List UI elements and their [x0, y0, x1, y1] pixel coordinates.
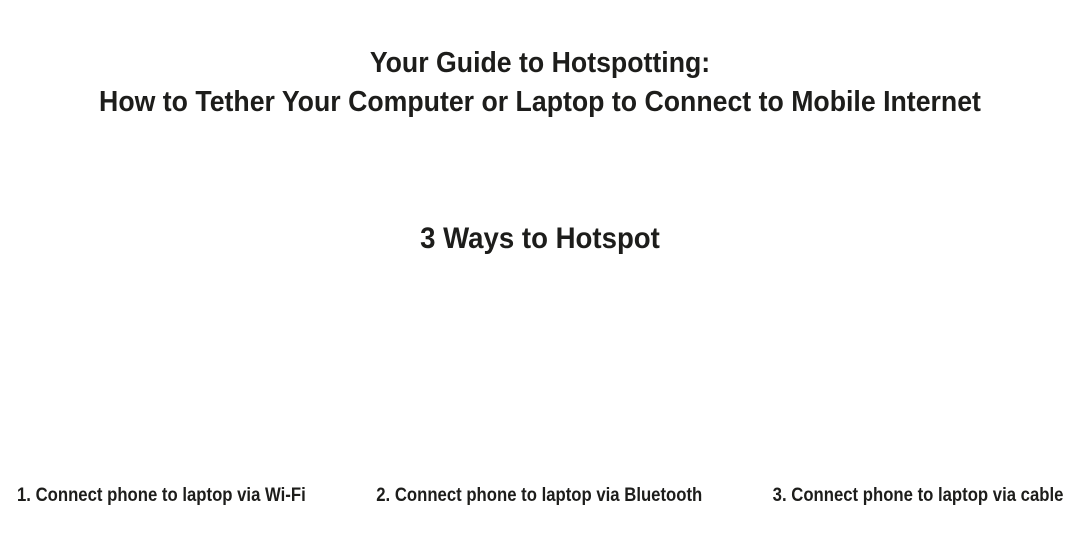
method-caption-wifi: 1. Connect phone to laptop via Wi-Fi [17, 485, 306, 506]
title-block [0, 44, 1080, 122]
page-title-line-1: Your Guide to Hotspotting: [369, 47, 711, 79]
section-heading: 3 Ways to Hotspot [420, 222, 660, 255]
method-caption-bluetooth: 2. Connect phone to laptop via Bluetooth [375, 485, 702, 506]
page-title-line-2: How to Tether Your Computer or Laptop to Connect to Mobile Internet [99, 86, 981, 118]
method-captions-row [0, 484, 1080, 507]
method-caption-cable: 3. Connect phone to laptop via cable [772, 485, 1063, 506]
